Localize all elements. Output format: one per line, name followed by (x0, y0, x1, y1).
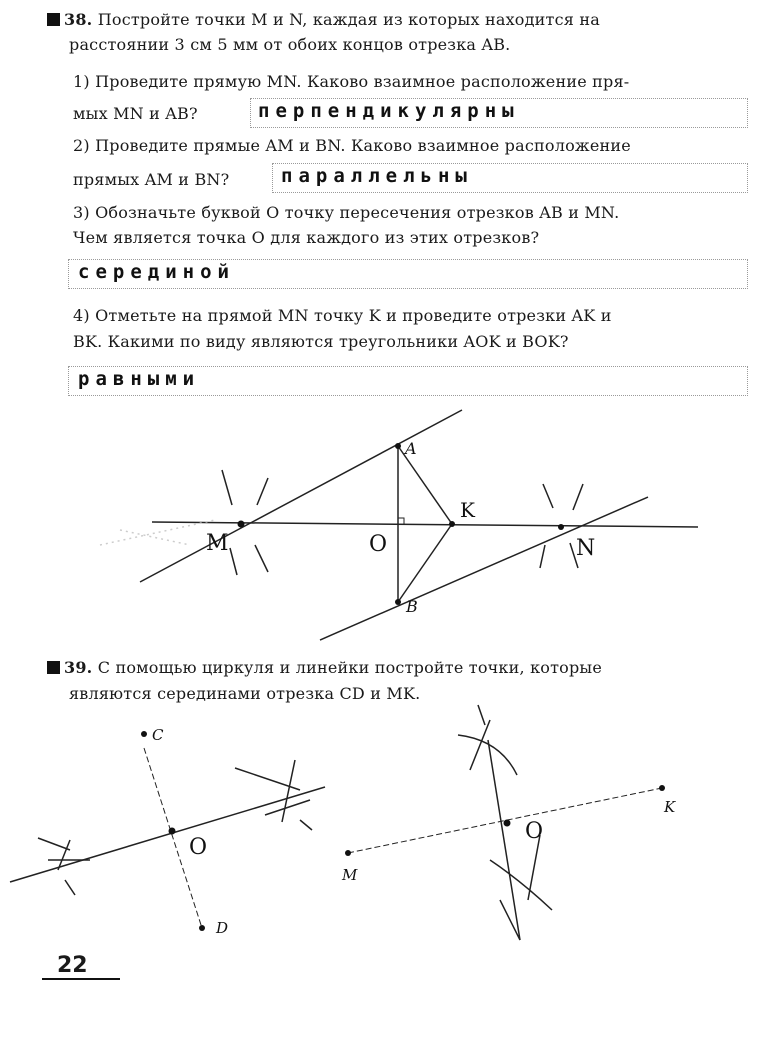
q4-line2: BK. Какими по виду являются треугольники AOK и BOK? (73, 332, 569, 351)
label-a: A (405, 439, 417, 458)
faint-line (100, 520, 215, 545)
arc-mark (540, 545, 545, 568)
task39-line2: являются серединами отрезка CD и MK. (69, 684, 421, 703)
label-m: M (206, 531, 229, 556)
q2-line2: прямых AM и BN? (73, 170, 230, 189)
point-o-cd (169, 828, 176, 835)
point-d (199, 925, 205, 931)
label-m2: M (342, 866, 358, 884)
task39-text1: С помощью циркуля и линейки постройте точки, которые (97, 658, 603, 677)
arc-mark (255, 545, 268, 572)
arc-mark (573, 484, 583, 510)
point-c (141, 731, 147, 737)
arc-mark (257, 478, 268, 505)
q1-line1: 1) Проведите прямую MN. Каково взаимное расположение пря- (73, 72, 630, 91)
point-m2 (345, 850, 351, 856)
label-n: N (576, 536, 596, 561)
q2-line1: 2) Проведите прямые AM и BN. Каково взаимное расположение (73, 136, 631, 155)
label-c: C (152, 726, 164, 744)
faint-line (120, 530, 190, 545)
page-number-underline (42, 978, 120, 980)
q1-line2: мых MN и AB? (73, 104, 198, 123)
point-k2 (659, 785, 665, 791)
line-bn (320, 497, 648, 640)
right-angle-mark (398, 518, 404, 524)
point-n (558, 524, 564, 530)
point-b (395, 599, 401, 605)
point-o-mk (504, 820, 511, 827)
label-k2: K (664, 798, 676, 816)
perp-bisector-cd (10, 787, 325, 882)
arc-mark (38, 838, 90, 895)
arc-mark (230, 548, 237, 575)
point-m (238, 521, 245, 528)
page-number: 22 (57, 953, 88, 978)
q1-answer: перпендикулярны (258, 100, 520, 122)
label-k: K (460, 498, 475, 522)
point-a (395, 443, 401, 449)
q3-answer: серединой (78, 261, 235, 283)
q2-answer: параллельны (281, 165, 473, 187)
arc-mark (222, 470, 232, 505)
q4-answer: равными (78, 368, 201, 390)
arc-mark (490, 835, 552, 940)
label-o: O (369, 532, 388, 557)
arc-mark (458, 705, 517, 775)
label-o-mk: O (525, 819, 544, 844)
label-o-cd: O (189, 835, 208, 860)
q4-line1: 4) Отметьте на прямой MN точку K и проведите отрезки AK и (73, 306, 612, 325)
q3-line1: 3) Обозначьте буквой O точку пересечения отрезков AB и MN. (73, 203, 620, 222)
task38-line2: расстоянии 3 см 5 мм от обоих концов отрезка AB. (69, 35, 511, 54)
label-b: B (406, 597, 418, 616)
task38-number: 38. (64, 10, 93, 29)
task39-number: 39. (64, 658, 93, 677)
segment-bk (398, 524, 452, 602)
point-k (449, 521, 455, 527)
arc-mark (543, 484, 553, 508)
label-d: D (216, 919, 229, 937)
line-am (140, 410, 462, 582)
task38-text1: Постройте точки M и N, каждая из которых находится на (97, 10, 600, 29)
q3-line2: Чем является точка O для каждого из этих отрезков? (73, 228, 540, 247)
line-mn (152, 522, 698, 527)
